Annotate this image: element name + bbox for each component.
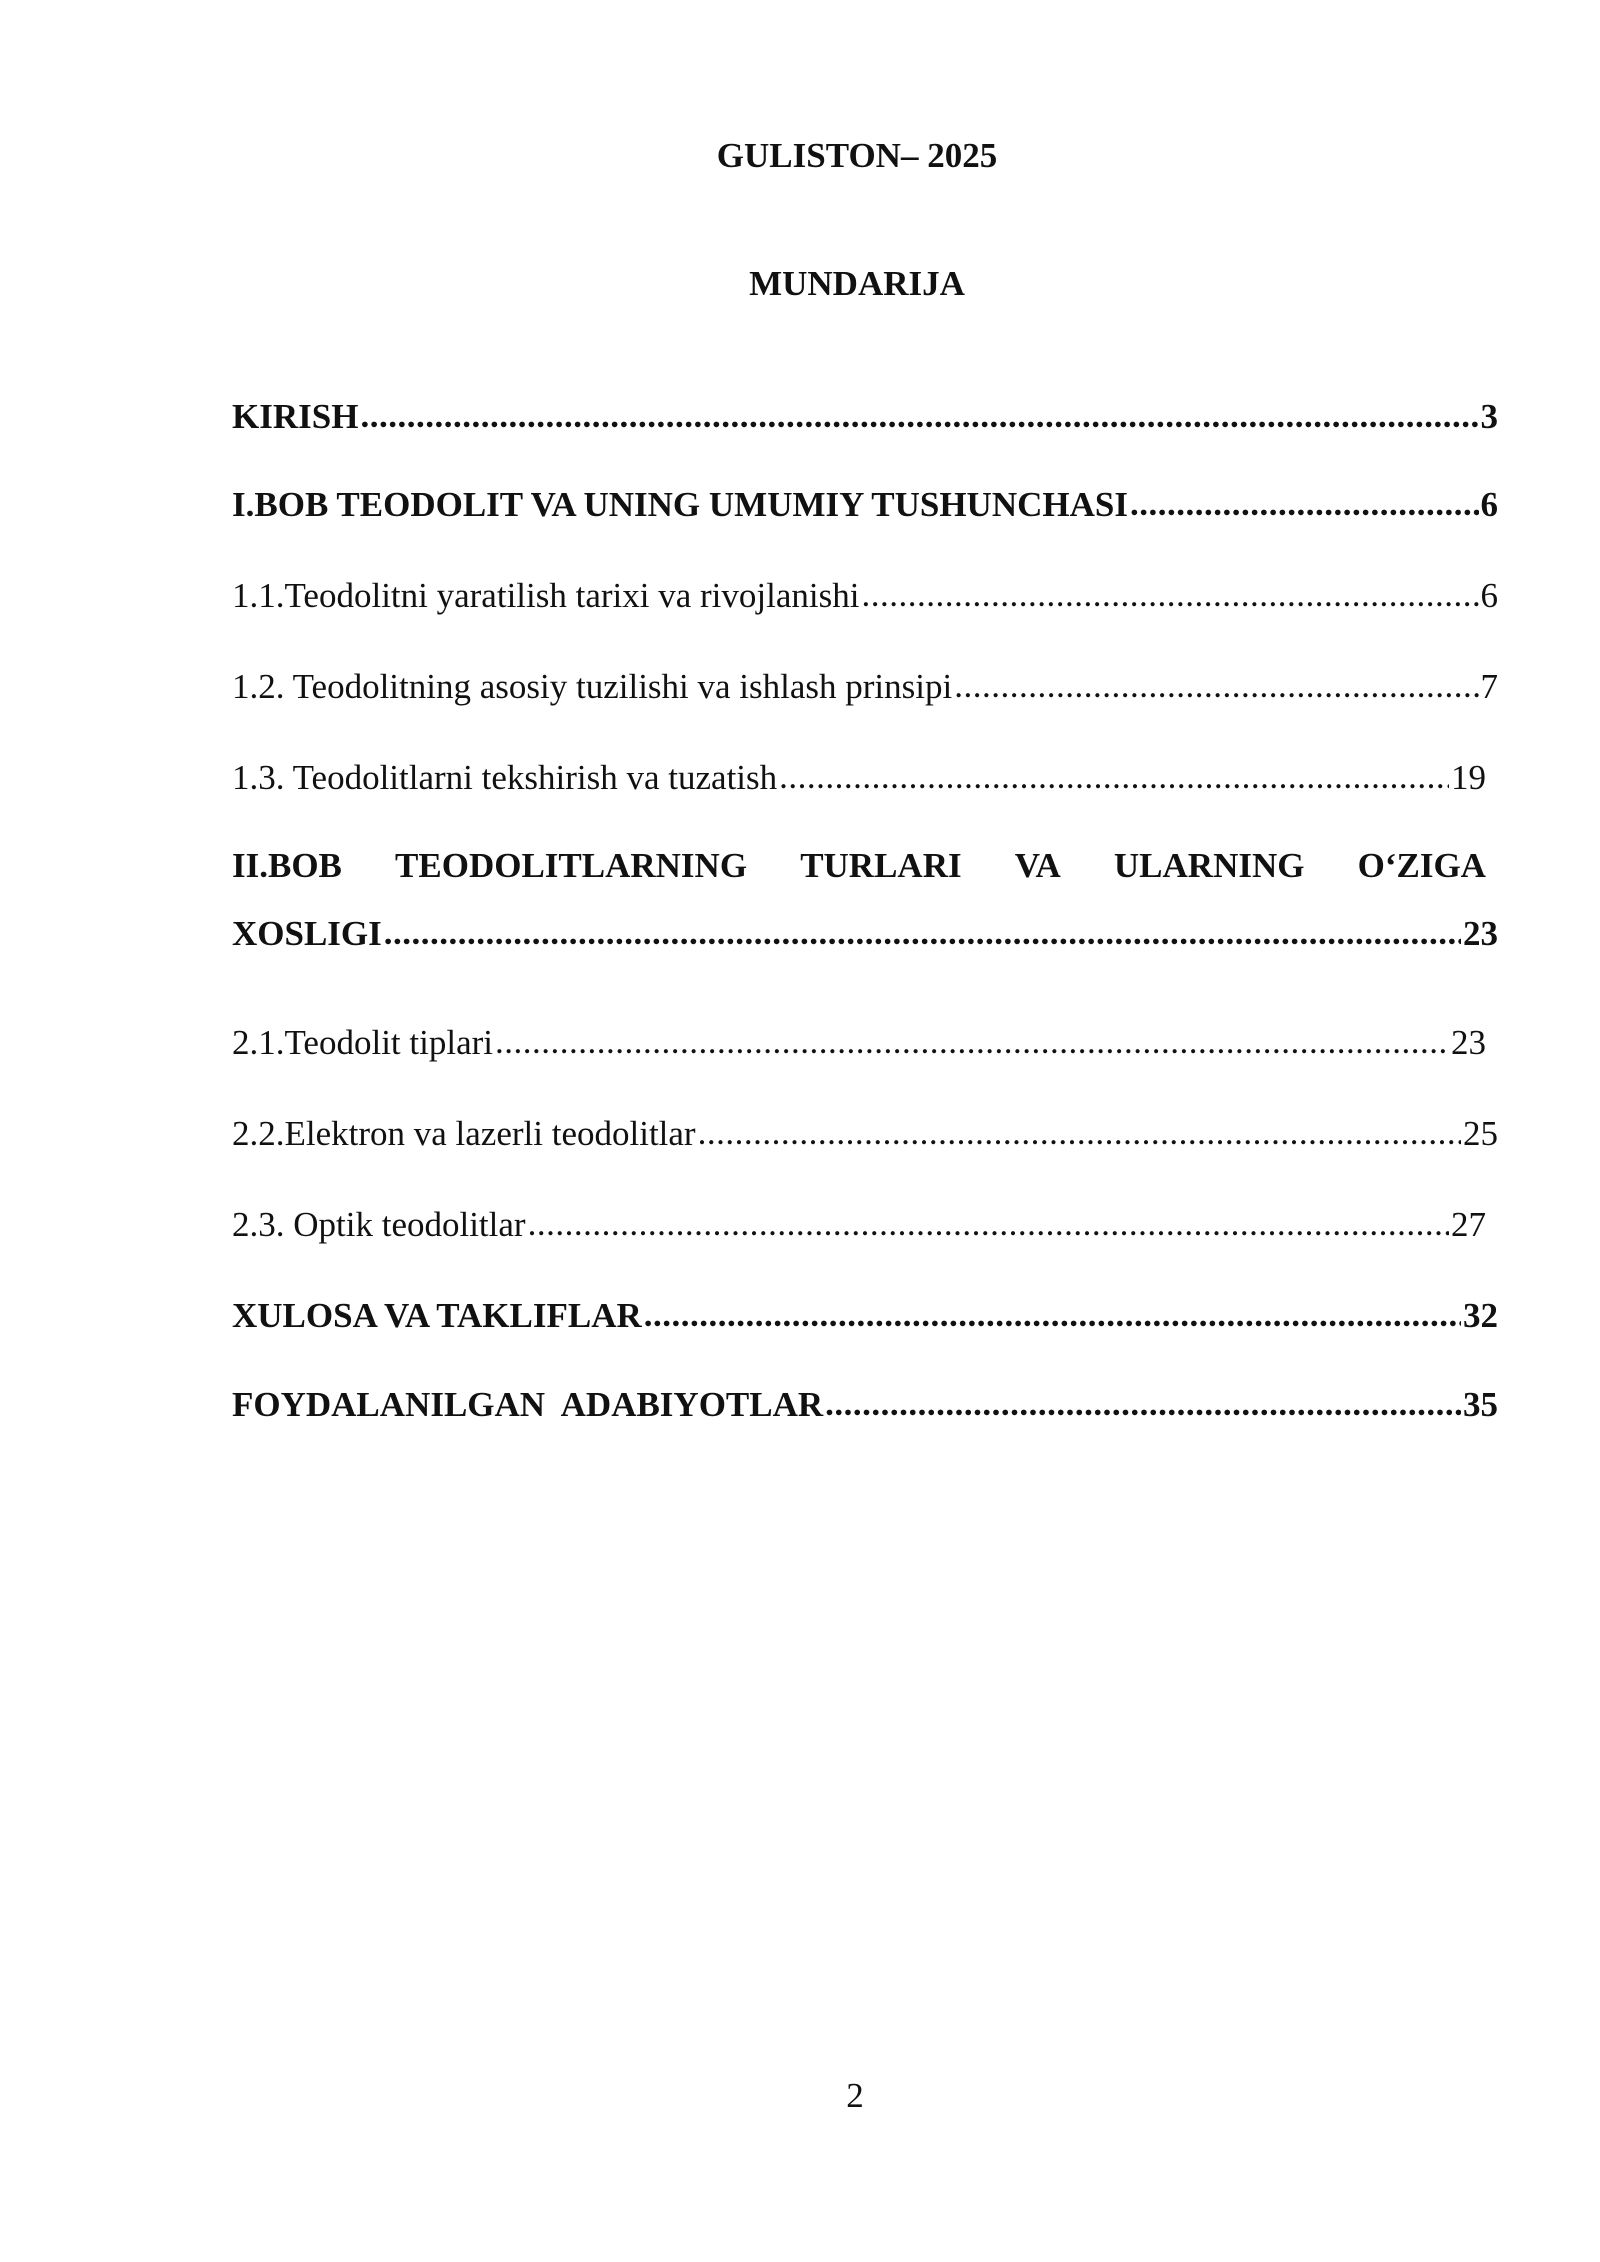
toc-entry-page: 3	[1480, 397, 1498, 436]
toc-entry-label: 2.1.Teodolit tiplari	[232, 1023, 493, 1062]
dot-leader	[779, 754, 1449, 789]
dot-leader	[644, 1292, 1461, 1327]
dot-leader	[1130, 481, 1479, 516]
toc-entry-page: 6	[1480, 576, 1498, 615]
chapter-2-word: II.BOB	[232, 846, 342, 885]
toc-entry-label: 1.3. Teodolitlarni tekshirish va tuzatish	[232, 758, 778, 797]
dot-leader	[698, 1110, 1461, 1145]
toc-entry-references[interactable]	[232, 1381, 1498, 1426]
chapter-2-word: ULARNING	[1113, 846, 1305, 885]
toc-entry-page: 7	[1480, 667, 1498, 706]
toc-entry-section-2-2[interactable]	[232, 1110, 1498, 1155]
toc-entry-chapter-2-line-1[interactable]	[232, 845, 1486, 887]
chapter-2-word: TEODOLITLARNING	[395, 846, 748, 885]
dot-leader	[360, 393, 1478, 428]
chapter-2-word: TURLARI	[800, 846, 962, 885]
toc-entry-section-1-1[interactable]	[232, 572, 1498, 617]
toc-entry-section-2-3[interactable]	[232, 1201, 1486, 1246]
page-number: 2	[846, 2076, 864, 2115]
toc-entry-label: XOSLIGI	[232, 914, 382, 953]
chapter-2-word: O‘ZIGA	[1357, 846, 1486, 885]
toc-entry-label: KIRISH	[232, 397, 359, 436]
dot-leader	[825, 1381, 1461, 1416]
city-year-heading: GULISTON– 2025	[716, 136, 998, 175]
toc-entry-section-2-1[interactable]	[232, 1019, 1486, 1064]
toc-entry-label: 1.2. Teodolitning asosiy tuzilishi va ishlash prinsipi	[232, 667, 953, 706]
chapter-2-word: VA	[1014, 846, 1061, 885]
toc-entry-conclusion[interactable]	[232, 1292, 1498, 1337]
toc-entry-label: FOYDALANILGAN ADABIYOTLAR	[232, 1385, 824, 1424]
dot-leader	[861, 572, 1478, 607]
dot-leader	[528, 1201, 1449, 1236]
dot-leader	[954, 663, 1478, 698]
toc-entry-label: 2.2.Elektron va lazerli teodolitlar	[232, 1114, 696, 1153]
toc-entry-chapter-2-line-2[interactable]	[232, 910, 1498, 955]
toc-entry-kirish[interactable]	[232, 393, 1498, 438]
toc-entry-section-1-3[interactable]	[232, 754, 1486, 799]
toc-entry-page: 23	[1463, 914, 1498, 953]
toc-entry-chapter-1[interactable]	[232, 481, 1498, 526]
toc-entry-label: I.BOB TEODOLIT VA UNING UMUMIY TUSHUNCHASI	[232, 485, 1128, 524]
toc-entry-page: 23	[1451, 1023, 1486, 1062]
toc-entry-label: XULOSA VA TAKLIFLAR	[232, 1296, 642, 1335]
toc-entry-label: 2.3. Optik teodolitlar	[232, 1205, 526, 1244]
toc-entry-page: 27	[1451, 1205, 1486, 1244]
toc-entry-page: 32	[1463, 1296, 1498, 1335]
toc-entry-page: 19	[1451, 758, 1486, 797]
dot-leader	[384, 910, 1461, 945]
toc-entry-page: 35	[1463, 1385, 1498, 1424]
toc-entry-label: 1.1.Teodolitni yaratilish tarixi va rivojlanishi	[232, 576, 860, 615]
toc-entry-section-1-2[interactable]	[232, 663, 1498, 708]
dot-leader	[495, 1019, 1449, 1054]
toc-entry-page: 6	[1480, 485, 1498, 524]
toc-entry-page: 25	[1463, 1114, 1498, 1153]
toc-title: MUNDARIJA	[749, 264, 965, 303]
